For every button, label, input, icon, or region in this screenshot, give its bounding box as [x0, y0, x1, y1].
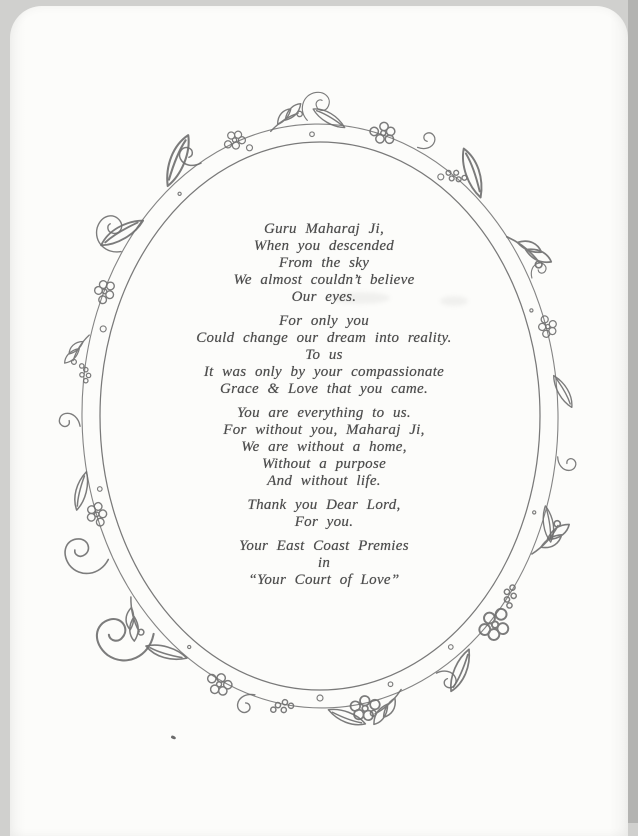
- poem-line: Guru Maharaj Ji,: [263, 221, 385, 237]
- poem-stanza: [134, 313, 514, 398]
- poem-line: Our eyes.: [291, 289, 357, 305]
- poem-line: To us: [305, 347, 343, 363]
- poem-line: Thank you Dear Lord,: [247, 497, 401, 513]
- poem-stanza: [134, 405, 514, 490]
- poem-line: We almost couldn’t believe: [233, 272, 415, 288]
- poem-line: For you.: [294, 514, 354, 530]
- poem-line: When you descended: [253, 238, 395, 254]
- poem-line: You are everything to us.: [237, 405, 411, 421]
- poem-line: It was only by your compassionate: [203, 364, 445, 380]
- poem-line: We are without a home,: [241, 439, 407, 455]
- poem-line: Grace & Love that you came.: [219, 381, 429, 397]
- poem-stanza: [134, 497, 514, 531]
- poem-line: And without life.: [267, 473, 381, 489]
- poem-text: [134, 221, 514, 596]
- poem-stanza: [134, 538, 514, 589]
- poem-line: Without a purpose: [261, 456, 387, 472]
- poem-line: Your East Coast Premies: [239, 538, 409, 554]
- poem-line: From the sky: [278, 255, 370, 271]
- scanner-bed-edge: [628, 0, 638, 823]
- poem-line: For without you, Maharaj Ji,: [223, 422, 425, 438]
- poem-line: Could change our dream into reality.: [196, 330, 452, 346]
- poem-line: For only you: [278, 313, 370, 329]
- poem-stanza: [134, 221, 514, 306]
- poem-line: “Your Court of Love”: [248, 572, 400, 588]
- poem-line: in: [317, 555, 331, 571]
